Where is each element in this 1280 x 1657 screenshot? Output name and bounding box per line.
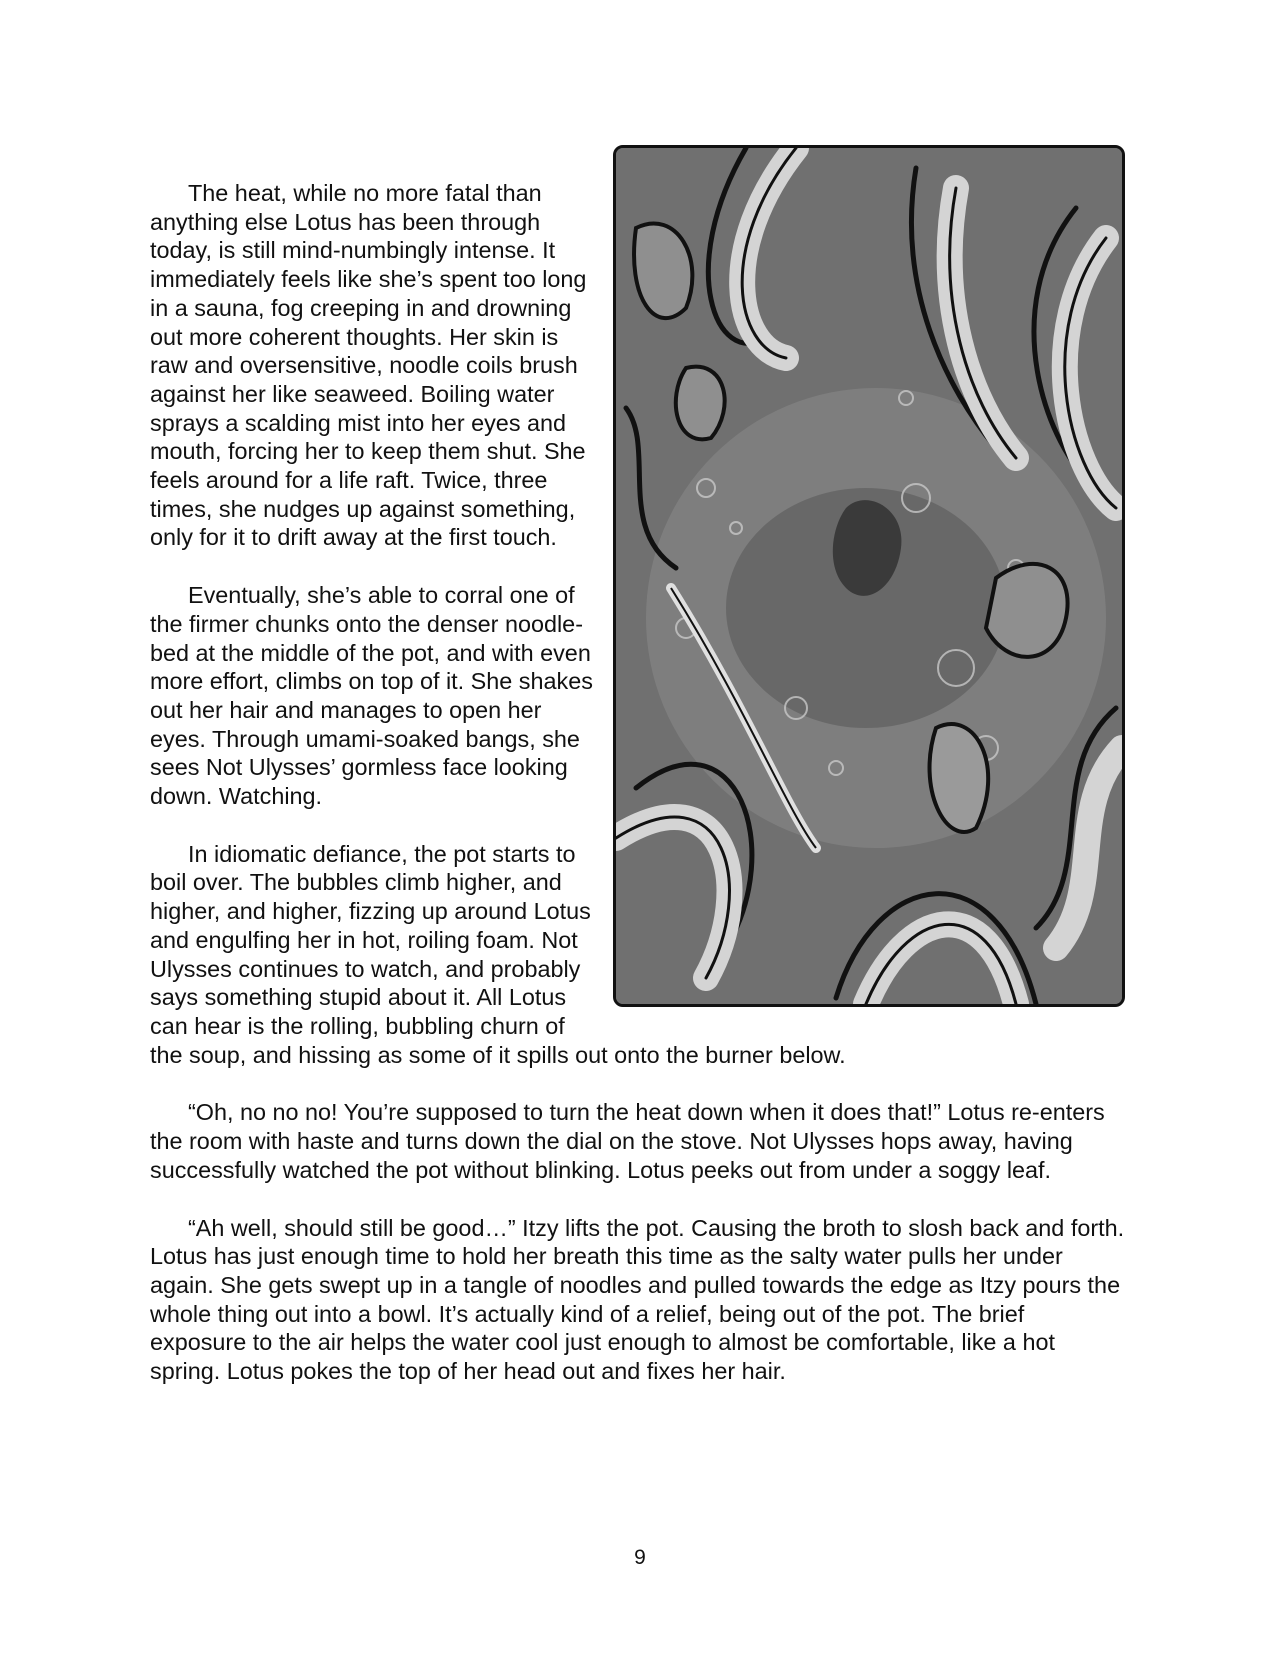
soup-illustration — [613, 145, 1125, 1007]
paragraph-1: The heat, while no more fatal than anything else Lotus has been through today, is still mind-numbingly intense. It immediately feels like she’s spent too long in a sauna, fog creeping in and drowning out more coherent thoughts. Her skin is raw and oversensitive, noodle coils brush against her like seaweed. Boiling water sprays a scalding mist into her eyes and mouth, forcing her to keep them shut. She feels around for a life raft. Twice, three times, she nudges up against something, only for it to drift away at the first touch. — [150, 180, 587, 551]
noodle-soup-drawing — [616, 148, 1122, 1004]
text-column — [150, 179, 1125, 1415]
paragraph-2: Eventually, she’s able to corral one of the firmer chunks onto the denser noodle-bed at the middle of the pot, and with even more effort, climbs on top of it. She shakes out her hair and manages to open her eyes. Through umami-soaked bangs, she sees Not Ulysses’ gormless face looking down. Watching. — [150, 582, 593, 810]
paragraph-3: In idiomatic defiance, the pot starts to boil over. The bubbles climb higher, and higher, and higher, fizzing up around Lotus and engulfing her in hot, roiling foam. Not Ulysses continues to watch, and probably says something stupid about it. All Lotus can hear is the rolling, bubbling churn of the soup, and hissing as some of it spills out onto the burner below. — [150, 840, 846, 1068]
paragraph-4: “Oh, no no no! You’re supposed to turn the heat down when it does that!” Lotus re-enters the room with haste and turns down the dial on the stove. Not Ulysses hops away, having successfully watched the pot without blinking. Lotus peeks out from under a soggy leaf. — [150, 1099, 1105, 1183]
page-number: 9 — [634, 1546, 646, 1569]
paragraph-5: “Ah well, should still be good…” Itzy lifts the pot. Causing the broth to slosh back and forth. Lotus has just enough time to hold her breath this time as the salty water pulls her under again. She gets swept up in a tangle of noodles and pulled towards the edge as Itzy pours the whole thing out into a bowl. It’s actually kind of a relief, being out of the pot. The brief exposure to the air helps the water cool just enough to almost be comfortable, like a hot spring. Lotus pokes the top of her head out and fixes her hair. — [150, 1214, 1125, 1385]
